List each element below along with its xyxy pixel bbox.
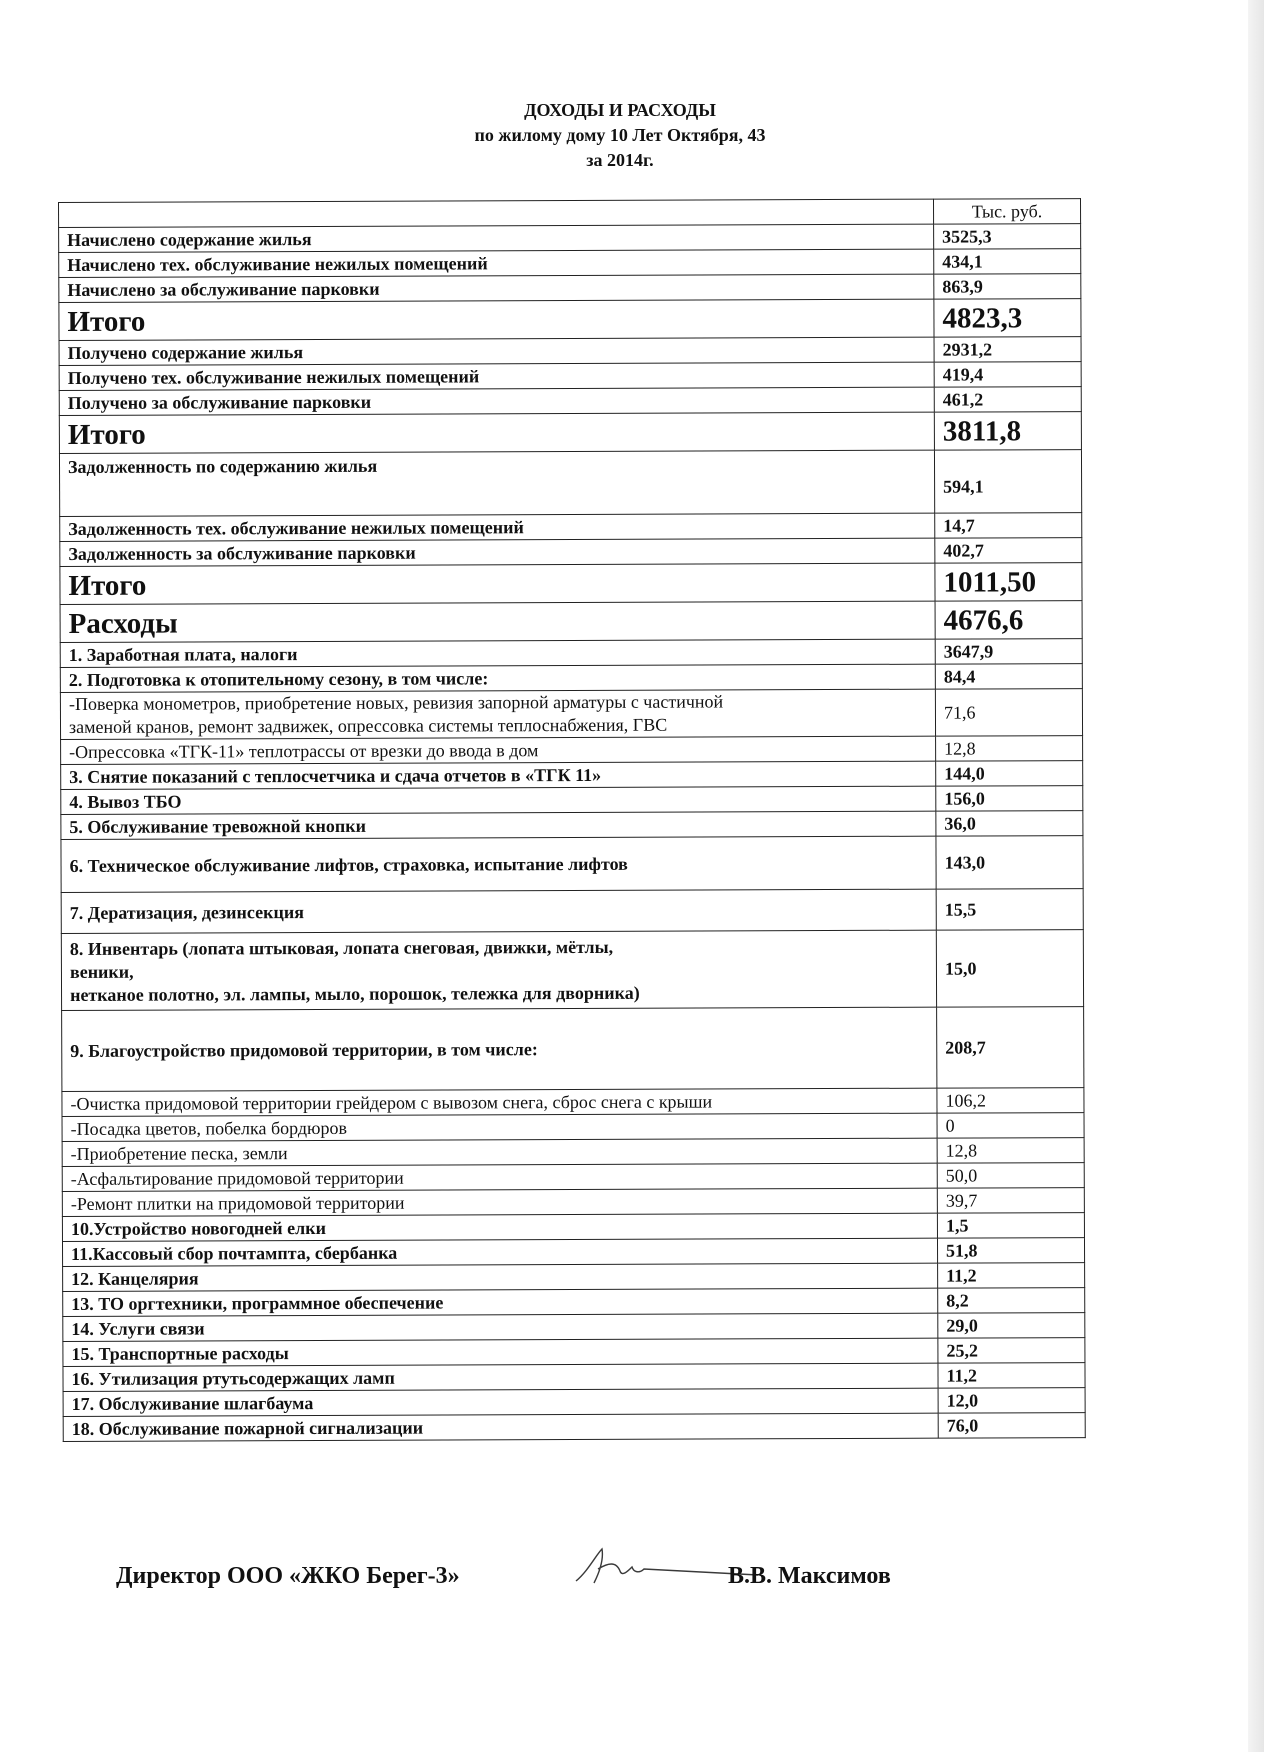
row-value: 15,5 xyxy=(936,889,1083,931)
row-label: 3. Снятие показаний с теплосчетчика и сдача отчетов в «ТГК 11» xyxy=(61,761,936,789)
row-label: -Опрессовка «ТГК-11» теплотрассы от врезки до ввода в дом xyxy=(61,736,936,764)
row-label: 18. Обслуживание пожарной сигнализации xyxy=(63,1413,938,1441)
table-row xyxy=(62,1088,1084,1117)
table-row xyxy=(59,362,1081,391)
row-label: Начислено содержание жилья xyxy=(59,224,934,252)
total-row xyxy=(60,563,1082,605)
row-label: 2. Подготовка к отопительному сезону, в том числе: xyxy=(60,664,935,692)
table-row xyxy=(59,249,1081,278)
row-value: 3525,3 xyxy=(934,224,1081,250)
row-value: 12,8 xyxy=(937,1138,1084,1164)
table-row xyxy=(63,1263,1085,1292)
row-value: 3647,9 xyxy=(935,639,1082,665)
table-row xyxy=(59,337,1081,366)
table-row xyxy=(63,1313,1085,1342)
table-row xyxy=(63,1388,1085,1417)
row-label: -Очистка придомовой территории грейдером с вывозом снега, сброс снега с крыши xyxy=(62,1088,937,1116)
row-value: 39,7 xyxy=(937,1188,1084,1214)
row-label-line: веники, xyxy=(69,961,134,982)
row-value: 8,2 xyxy=(938,1288,1085,1314)
total-row xyxy=(59,299,1081,341)
row-label: Получено тех. обслуживание нежилых помещений xyxy=(59,362,934,390)
table-row xyxy=(60,639,1082,668)
row-label: Задолженность по содержанию жилья xyxy=(59,450,934,516)
document-subtitle: по жилому дому 10 Лет Октября, 43 xyxy=(474,125,766,145)
table-row xyxy=(62,1163,1084,1192)
row-value: 419,4 xyxy=(934,362,1081,388)
row-value: 11,2 xyxy=(938,1263,1085,1289)
table-row xyxy=(63,1288,1085,1317)
row-label: Итого xyxy=(60,563,935,604)
row-label: Итого xyxy=(59,412,934,453)
row-label-line: -Поверка монометров, приобретение новых, ревизия запорной арматуры с частичной xyxy=(68,691,724,714)
table-row xyxy=(60,513,1082,542)
row-value: 156,0 xyxy=(936,786,1083,812)
income-expense-table xyxy=(58,198,1086,1442)
row-label: 14. Услуги связи xyxy=(63,1313,938,1341)
row-label: 9. Благоустройство придомовой территории, в том числе: xyxy=(62,1007,937,1091)
row-value: 4823,3 xyxy=(934,299,1081,338)
row-value: 84,4 xyxy=(935,664,1082,690)
unit-header: Тыс. руб. xyxy=(933,199,1080,225)
table-row xyxy=(63,1338,1085,1367)
table-row xyxy=(59,387,1081,416)
row-value: 208,7 xyxy=(937,1007,1084,1089)
row-value: 594,1 xyxy=(934,450,1081,514)
table-row xyxy=(62,1188,1084,1217)
row-value: 144,0 xyxy=(936,761,1083,787)
row-label: Начислено за обслуживание парковки xyxy=(59,274,934,302)
row-value: 12,8 xyxy=(936,736,1083,762)
expenses-total-row xyxy=(60,601,1082,643)
table-row xyxy=(61,836,1083,893)
row-label: 10.Устройство новогодней елки xyxy=(62,1213,937,1241)
row-label: 5. Обслуживание тревожной кнопки xyxy=(61,811,936,839)
table-row xyxy=(62,1007,1084,1092)
row-label: 11.Кассовый сбор почтампта, сбербанка xyxy=(62,1238,937,1266)
row-value: 863,9 xyxy=(934,274,1081,300)
table-row xyxy=(63,1363,1085,1392)
table-row xyxy=(62,1138,1084,1167)
document-period: за 2014г. xyxy=(586,150,654,170)
row-value: 29,0 xyxy=(938,1313,1085,1339)
table-row xyxy=(63,1413,1085,1442)
row-value: 12,0 xyxy=(938,1388,1085,1414)
table-row xyxy=(61,930,1083,1011)
row-label-line: 8. Инвентарь (лопата штыковая, лопата снеговая, движки, мётлы, xyxy=(69,936,614,959)
row-label: -Посадка цветов, побелка бордюров xyxy=(62,1113,937,1141)
row-label: 7. Дератизация, дезинсекция xyxy=(61,889,936,933)
row-value: 106,2 xyxy=(937,1088,1084,1114)
row-value: 461,2 xyxy=(934,387,1081,413)
table-row xyxy=(61,761,1083,790)
row-value: 1011,50 xyxy=(935,563,1082,602)
row-label: -Ремонт плитки на придомовой территории xyxy=(62,1188,937,1216)
row-label: Итого xyxy=(59,299,934,340)
row-value: 15,0 xyxy=(936,930,1083,1008)
row-label: 12. Канцелярия xyxy=(63,1263,938,1291)
row-value: 11,2 xyxy=(938,1363,1085,1389)
table-row xyxy=(61,889,1083,934)
row-label: 6. Техническое обслуживание лифтов, страховка, испытание лифтов xyxy=(61,836,936,892)
row-value: 71,6 xyxy=(935,689,1082,737)
row-label: 15. Транспортные расходы xyxy=(63,1338,938,1366)
table-header-row xyxy=(59,199,1081,228)
row-label-line: заменой кранов, ремонт задвижек, опрессовка системы теплоснабжения, ГВС xyxy=(68,714,668,737)
row-label-line: нетканое полотно, эл. лампы, мыло, порошок, тележка для дворника) xyxy=(70,982,640,1005)
document-title: ДОХОДЫ И РАСХОДЫ xyxy=(524,100,716,120)
table-row xyxy=(61,811,1083,840)
row-value: 76,0 xyxy=(938,1413,1085,1439)
row-value: 0 xyxy=(937,1113,1084,1139)
row-value: 402,7 xyxy=(935,538,1082,564)
row-value: 51,8 xyxy=(937,1238,1084,1264)
row-label: -Приобретение песка, земли xyxy=(62,1138,937,1166)
table-row xyxy=(60,689,1082,740)
table-row xyxy=(59,274,1081,303)
table-row xyxy=(62,1113,1084,1142)
table-row xyxy=(62,1238,1084,1267)
director-title: Директор ООО «ЖКО Берег-3» xyxy=(116,1563,460,1589)
row-label: 16. Утилизация ртутьсодержащих ламп xyxy=(63,1363,938,1391)
director-name: В.В. Максимов xyxy=(728,1563,891,1589)
row-value: 3811,8 xyxy=(934,412,1081,451)
document-header xyxy=(0,98,1240,173)
table-row xyxy=(59,224,1081,253)
table-row xyxy=(62,1213,1084,1242)
table-row xyxy=(59,450,1081,517)
row-label: Получено содержание жилья xyxy=(59,337,934,365)
row-value: 143,0 xyxy=(936,836,1083,890)
row-label: Расходы xyxy=(60,601,935,642)
row-label: -Асфальтирование придомовой территории xyxy=(62,1163,937,1191)
total-row xyxy=(59,412,1081,454)
header-label-cell xyxy=(59,199,934,227)
row-label: Получено за обслуживание парковки xyxy=(59,387,934,415)
row-label: Начислено тех. обслуживание нежилых помещений xyxy=(59,249,934,277)
row-value: 14,7 xyxy=(935,513,1082,539)
row-label: 17. Обслуживание шлагбаума xyxy=(63,1388,938,1416)
row-label: 13. ТО оргтехники, программное обеспечение xyxy=(63,1288,938,1316)
row-label xyxy=(60,689,935,739)
row-value: 434,1 xyxy=(934,249,1081,275)
table-row xyxy=(60,664,1082,693)
table-row xyxy=(61,786,1083,815)
row-value: 1,5 xyxy=(937,1213,1084,1239)
row-value: 36,0 xyxy=(936,811,1083,837)
row-label: 4. Вывоз ТБО xyxy=(61,786,936,814)
row-label: 1. Заработная плата, налоги xyxy=(60,639,935,667)
row-value: 2931,2 xyxy=(934,337,1081,363)
row-label: Задолженность за обслуживание парковки xyxy=(60,538,935,566)
table-row xyxy=(61,736,1083,765)
row-label xyxy=(61,930,936,1010)
row-value: 4676,6 xyxy=(935,601,1082,640)
page-edge xyxy=(1248,0,1264,1752)
row-value: 50,0 xyxy=(937,1163,1084,1189)
row-value: 25,2 xyxy=(938,1338,1085,1364)
row-label: Задолженность тех. обслуживание нежилых помещений xyxy=(60,513,935,541)
